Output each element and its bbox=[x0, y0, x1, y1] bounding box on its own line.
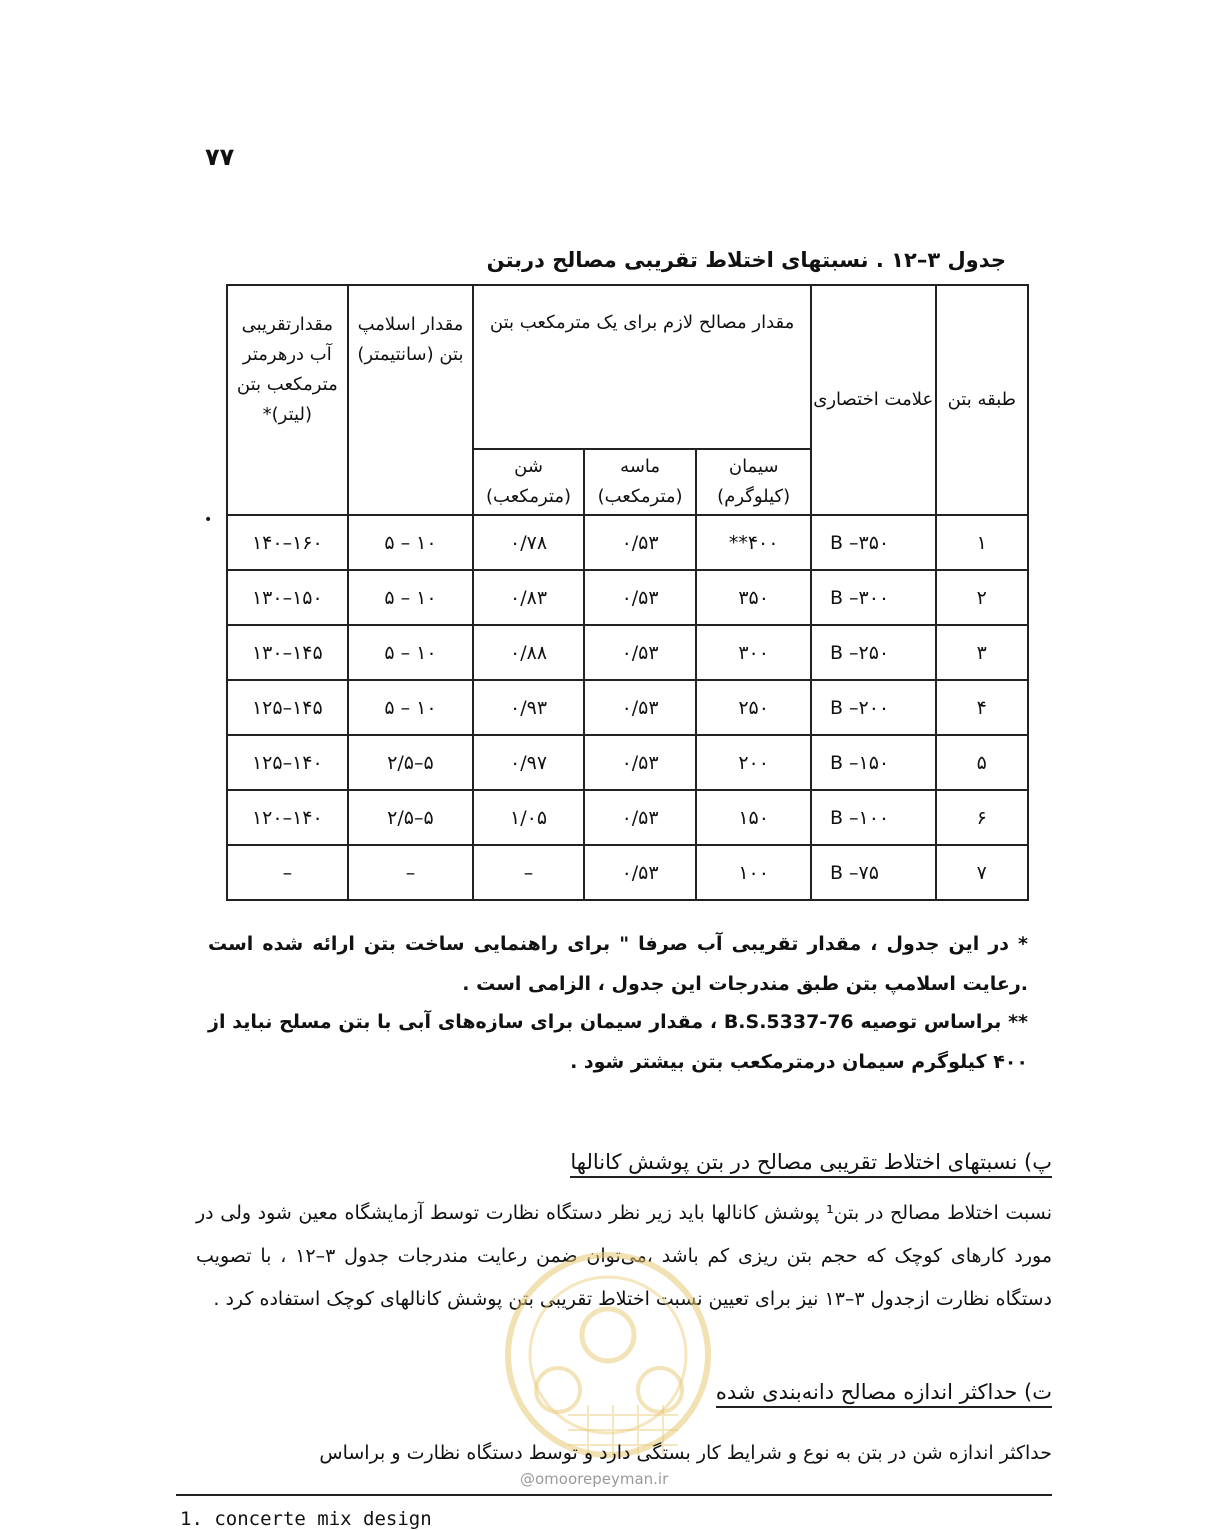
footnote-water: * در این جدول ، مقدار تقریبی آب صرفا " برای راهنمایی ساخت بتن ارائه شده است .رعایت اسلامپ بتن طبق مندرجات این جدول ، الزامی است . bbox=[208, 933, 1028, 995]
header-sand: ماسه (مترمکعب) bbox=[584, 449, 697, 515]
header-cement: سیمان (کیلوگرم) bbox=[696, 449, 811, 515]
cell-code: B –۷۵ bbox=[811, 845, 936, 900]
cell-sand: ۰/۵۳ bbox=[584, 515, 697, 570]
cell-cement: ۴۰۰** bbox=[696, 515, 811, 570]
cell-cement: ۲۰۰ bbox=[696, 735, 811, 790]
cell-slump: ۱۰ – ۵ bbox=[348, 515, 474, 570]
cell-class: ۶ bbox=[936, 790, 1028, 845]
header-materials-group: مقدار مصالح لازم برای یک مترمکعب بتن bbox=[473, 285, 811, 449]
cell-code: B –۱۰۰ bbox=[811, 790, 936, 845]
cell-gravel: ۰/۷۸ bbox=[473, 515, 584, 570]
header-water: مقدارتقریبی آب درهرمتر مترمکعب بتن (لیتر)* bbox=[227, 285, 348, 515]
watermark-text: @omoorepeyman.ir bbox=[520, 1470, 669, 1488]
section-p-heading: پ) نسبتهای اختلاط تقریبی مصالح در بتن پوشش کانالها bbox=[570, 1150, 1052, 1178]
cell-cement: ۱۵۰ bbox=[696, 790, 811, 845]
section-p-body: نسبت اختلاط مصالح در بتن¹ پوشش کانالها باید زیر نظر دستگاه نظارت توسط آزمایشگاه معین شود ولی در مورد کارهای کوچک که حجم بتن ریزی کم باشد ،می‌توان ضمن رعایت مندرجات جدول ۳–۱۲ ، با تصویب دستگاه نظارت ازجدول ۳–۱۳ نیز برای تعیین نسبت اختلاط تقریبی بتن پوشش کانالهای کوچک استفاده کرد . bbox=[196, 1202, 1052, 1310]
cell-sand: ۰/۵۳ bbox=[584, 845, 697, 900]
cell-class: ۲ bbox=[936, 570, 1028, 625]
section-t-body: حداکثر اندازه شن در بتن به نوع و شرایط کار بستگی دارد و توسط دستگاه نظارت و براساس bbox=[319, 1442, 1052, 1464]
cell-cement: ۱۰۰ bbox=[696, 845, 811, 900]
cell-slump: ۱۰ – ۵ bbox=[348, 625, 474, 680]
table-row bbox=[227, 515, 1028, 570]
cell-code: B –۲۰۰ bbox=[811, 680, 936, 735]
cell-water: ۱۴۰–۱۲۰ bbox=[227, 790, 348, 845]
footnote-cement: ** براساس توصیه B.S.5337-76 ، مقدار سیمان برای سازه‌های آبی با بتن مسلح نباید از ۴۰۰ کیلوگرم سیمان درمترمکعب بتن بیشتر شود . bbox=[208, 1011, 1028, 1073]
page-number: ۷۷ bbox=[205, 143, 235, 171]
cell-gravel: ۰/۸۸ bbox=[473, 625, 584, 680]
cell-water: ۱۴۵–۱۲۵ bbox=[227, 680, 348, 735]
table-row bbox=[227, 625, 1028, 680]
cell-water: – bbox=[227, 845, 348, 900]
cell-cement: ۳۰۰ bbox=[696, 625, 811, 680]
cell-slump: – bbox=[348, 845, 474, 900]
cell-slump: ۱۰ – ۵ bbox=[348, 570, 474, 625]
cell-class: ۵ bbox=[936, 735, 1028, 790]
margin-dot: • bbox=[204, 512, 213, 528]
table-row bbox=[227, 680, 1028, 735]
table-row bbox=[227, 790, 1028, 845]
header-slump: مقدار اسلامپ بتن (سانتیمتر) bbox=[348, 285, 474, 515]
cell-sand: ۰/۵۳ bbox=[584, 570, 697, 625]
footnote-divider bbox=[176, 1494, 1052, 1496]
cell-code: B –۲۵۰ bbox=[811, 625, 936, 680]
cell-sand: ۰/۵۳ bbox=[584, 625, 697, 680]
header-gravel: شن (مترمکعب) bbox=[473, 449, 584, 515]
cell-code: B –۳۰۰ bbox=[811, 570, 936, 625]
mix-ratio-table bbox=[226, 284, 1029, 901]
cell-water: ۱۴۵–۱۳۰ bbox=[227, 625, 348, 680]
footnote-reference: 1. concerte mix design bbox=[180, 1508, 432, 1530]
table-row bbox=[227, 845, 1028, 900]
table-row bbox=[227, 735, 1028, 790]
cell-class: ۷ bbox=[936, 845, 1028, 900]
cell-cement: ۳۵۰ bbox=[696, 570, 811, 625]
header-code: علامت اختصاری bbox=[811, 285, 936, 515]
cell-class: ۳ bbox=[936, 625, 1028, 680]
cell-sand: ۰/۵۳ bbox=[584, 735, 697, 790]
cell-sand: ۰/۵۳ bbox=[584, 790, 697, 845]
cell-gravel: ۰/۸۳ bbox=[473, 570, 584, 625]
section-t-heading: ت) حداکثر اندازه مصالح دانه‌بندی شده bbox=[716, 1380, 1052, 1408]
table-row bbox=[227, 570, 1028, 625]
cell-gravel: – bbox=[473, 845, 584, 900]
cell-gravel: ۱/۰۵ bbox=[473, 790, 584, 845]
cell-code: B –۱۵۰ bbox=[811, 735, 936, 790]
header-class: طبقه بتن bbox=[936, 285, 1028, 515]
cell-water: ۱۴۰–۱۲۵ bbox=[227, 735, 348, 790]
cell-code: B –۳۵۰ bbox=[811, 515, 936, 570]
cell-cement: ۲۵۰ bbox=[696, 680, 811, 735]
cell-gravel: ۰/۹۷ bbox=[473, 735, 584, 790]
cell-water: ۱۶۰–۱۴۰ bbox=[227, 515, 348, 570]
cell-slump: ۵–۲/۵ bbox=[348, 735, 474, 790]
cell-sand: ۰/۵۳ bbox=[584, 680, 697, 735]
cell-class: ۱ bbox=[936, 515, 1028, 570]
cell-slump: ۱۰ – ۵ bbox=[348, 680, 474, 735]
cell-gravel: ۰/۹۳ bbox=[473, 680, 584, 735]
cell-class: ۴ bbox=[936, 680, 1028, 735]
cell-water: ۱۵۰–۱۳۰ bbox=[227, 570, 348, 625]
cell-slump: ۵–۲/۵ bbox=[348, 790, 474, 845]
table-caption: جدول ۳–۱۲ . نسبتهای اختلاط تقریبی مصالح دربتن bbox=[486, 248, 1006, 272]
